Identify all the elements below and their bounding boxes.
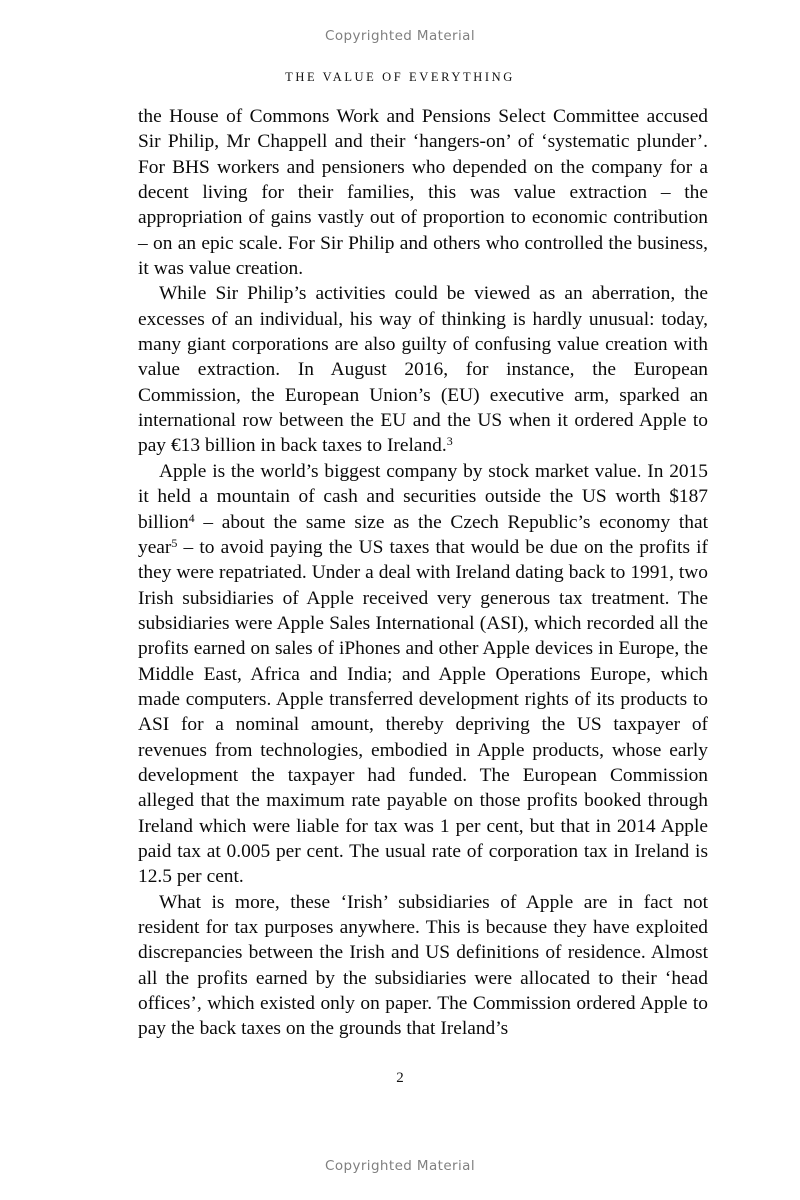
copyright-watermark-bottom: Copyrighted Material [325, 1158, 475, 1174]
para-bhs-value-extraction: the House of Commons Work and Pensions Select Committee accused Sir Philip, Mr Chappell and their ‘hangers-on’ of ‘systematic plunder’. For BHS workers and pensioners who depended on the company for a decent living for their families, this was value extraction – the appropriation of gains vastly out of proportion to economic contribution – on an epic scale. For Sir Philip and others who controlled the business, it was value creation. [138, 106, 708, 280]
copyright-watermark-top: Copyrighted Material [325, 28, 475, 44]
running-head-title: THE VALUE OF EVERYTHING [285, 70, 515, 84]
para-irish-residence: What is more, these ‘Irish’ subsidiaries of Apple are in fact not resident for tax purposes anywhere. This is because they have exploited discrepancies between the Irish and US definitions of residence. Almost all the profits earned by the subsidiaries were allocated to their ‘head offices’, which existed only on paper. The Commission ordered Apple to pay the back taxes on the grounds that Ireland’s [138, 891, 708, 1040]
page-number: 2 [396, 1070, 404, 1086]
para-apple-subsidiaries: Apple is the world’s biggest company by stock market value. In 2015 it held a mountain of cash and securities outside the US worth $187 billion$^4$ – about the same size as the Czech Republic’s economy that year$^5$ – to avoid paying the US taxes that would be due on the profits if they were repatriated. Under a deal with Ireland dating back to 1991, two Irish subsidiaries of Apple received very generous tax treatment. The subsidiaries were Apple Sales International (ASI), which recorded all the profits earned on sales of iPhones and other Apple devices in Europe, the Middle East, Africa and India; and Apple Operations Europe, which made computers. Apple transferred development rights of its products to ASI for a nominal amount, thereby depriving the US taxpayer of revenues from technologies, embodied in Apple products, whose early development the taxpayer had funded. The European Commission alleged that the maximum rate payable on those profits booked through Ireland which were liable for tax was 1 per cent, but that in 2014 Apple paid tax at 0.005 per cent. The usual rate of corporation tax in Ireland is 12.5 per cent. [138, 460, 708, 888]
body-text-block [138, 104, 708, 1042]
para-apple-eu-ruling: While Sir Philip’s activities could be viewed as an aberration, the excesses of an individual, his way of thinking is hardly unusual: today, many giant corporations are also guilty of confusing value creation with value extraction. In August 2016, for instance, the European Commission, the European Union’s (EU) executive arm, sparked an international row between the EU and the US when it ordered Apple to pay €13 billion in back taxes to Ireland.$^3$ [138, 283, 708, 457]
